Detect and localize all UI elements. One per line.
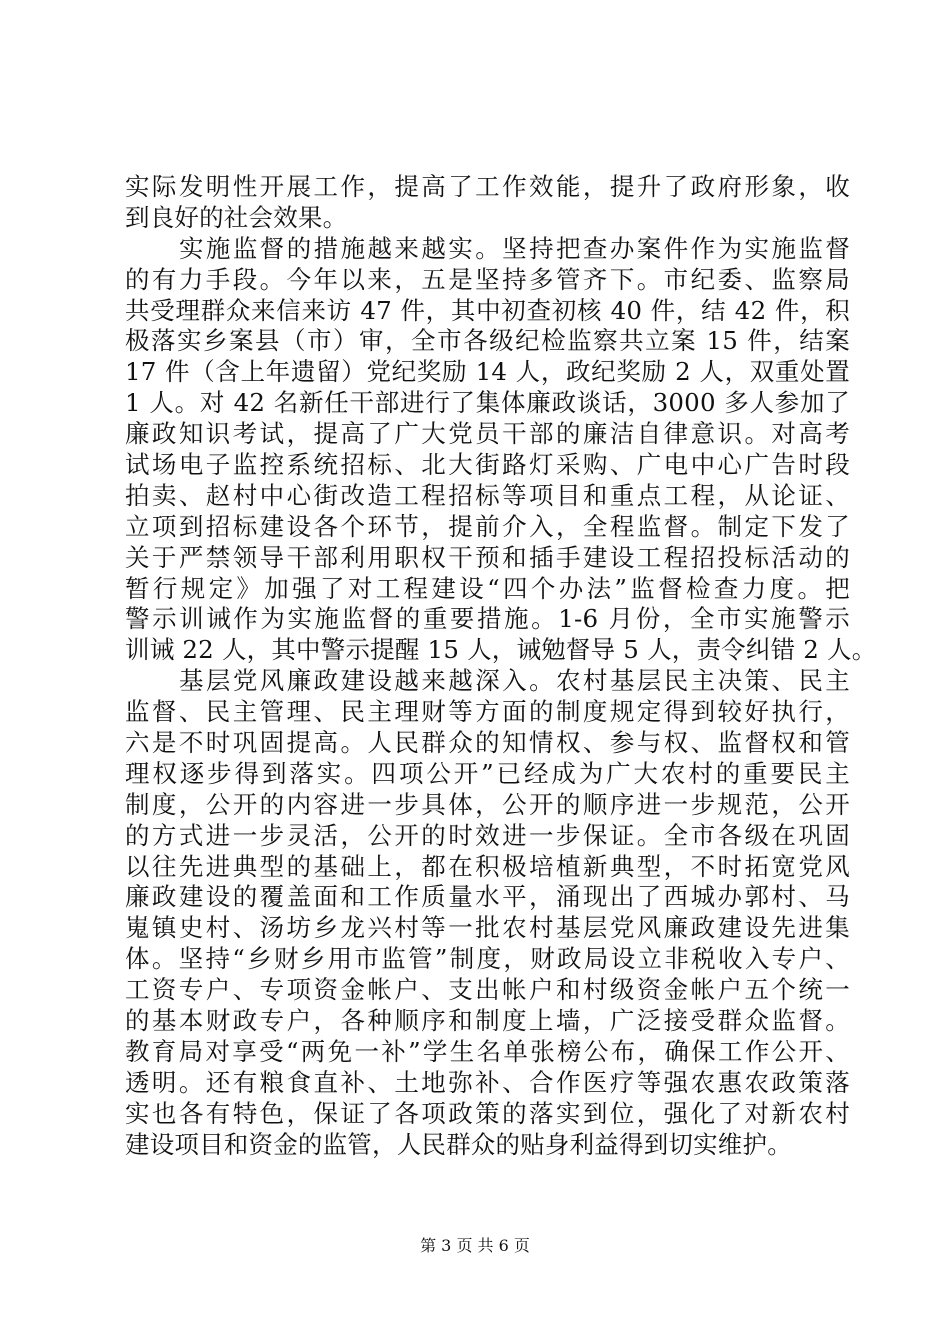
text-line: 基层党风廉政建设越来越深入。农村基层民主决策、民主	[179, 666, 850, 696]
text-line: 廉政知识考试，提高了广大党员干部的廉洁自律意识。对高考	[125, 419, 850, 449]
text-line: 的有力手段。今年以来，五是坚持多管齐下。市纪委、监察局	[125, 264, 850, 294]
text-line: 实施监督的措施越来越实。坚持把查办案件作为实施监督	[179, 233, 850, 263]
page-footer: 第 3 页 共 6 页	[420, 1236, 530, 1255]
text-line: 透明。还有粮食直补、土地弥补、合作医疗等强农惠农政策落	[125, 1067, 850, 1097]
text-line: 试场电子监控系统招标、北大街路灯采购、广电中心广告时段	[125, 450, 850, 480]
text-line: 廉政建设的覆盖面和工作质量水平，涌现出了西城办郭村、马	[125, 882, 850, 912]
text-line: 共受理群众来信来访 47 件，其中初查初核 40 件，结 42 件，积	[125, 295, 850, 325]
text-line: 拍卖、赵村中心街改造工程招标等项目和重点工程，从论证、	[125, 480, 850, 510]
text-line: 到良好的社会效果。	[125, 202, 348, 232]
text-line: 1 人。对 42 名新任干部进行了集体廉政谈话，3000 多人参加了	[125, 388, 850, 418]
text-line: 极落实乡案县（市）审，全市各级纪检监察共立案 15 件，结案	[125, 326, 850, 356]
text-line: 体。坚持“乡财乡用市监管”制度，财政局设立非税收入专户、	[125, 944, 850, 974]
text-line: 嵬镇史村、汤坊乡龙兴村等一批农村基层党风廉政建设先进集	[125, 913, 850, 943]
text-line: 六是不时巩固提高。人民群众的知情权、参与权、监督权和管	[125, 728, 850, 758]
text-line: 立项到招标建设各个环节，提前介入，全程监督。制定下发了	[125, 511, 850, 541]
text-line: 教育局对享受“两免一补”学生名单张榜公布，确保工作公开、	[125, 1036, 850, 1066]
text-line: 实际发明性开展工作，提高了工作效能，提升了政府形象，收	[125, 172, 850, 201]
text-line: 训诫 22 人，其中警示提醒 15 人，诫勉督导 5 人，责令纠错 2 人。	[125, 635, 877, 665]
text-line: 制度，公开的内容进一步具体，公开的顺序进一步规范，公开	[125, 789, 850, 819]
text-line: 理权逐步得到落实。四项公开”已经成为广大农村的重要民主	[125, 758, 850, 788]
text-line: 监督、民主管理、民主理财等方面的制度规定得到较好执行，	[125, 697, 850, 727]
text-line: 暂行规定》加强了对工程建设“四个办法”监督检查力度。把	[125, 573, 850, 603]
body-text	[125, 172, 877, 1161]
text-line: 以往先进典型的基础上，都在积极培植新典型，不时拓宽党风	[125, 851, 850, 881]
text-line: 实也各有特色，保证了各项政策的落实到位，强化了对新农村	[125, 1098, 850, 1128]
text-line: 的基本财政专户，各种顺序和制度上墙，广泛接受群众监督。	[125, 1006, 850, 1036]
text-line: 建设项目和资金的监管，人民群众的贴身利益得到切实维护。	[125, 1129, 792, 1159]
text-line: 警示训诫作为实施监督的重要措施。1-6 月份，全市实施警示	[125, 604, 850, 634]
text-line: 17 件（含上年遗留）党纪奖励 14 人，政纪奖励 2 人，双重处置	[125, 357, 850, 387]
text-line: 关于严禁领导干部利用职权干预和插手建设工程招投标活动的	[125, 542, 850, 572]
text-line: 工资专户、专项资金帐户、支出帐户和村级资金帐户五个统一	[125, 975, 850, 1005]
text-line: 的方式进一步灵活，公开的时效进一步保证。全市各级在巩固	[125, 820, 850, 850]
